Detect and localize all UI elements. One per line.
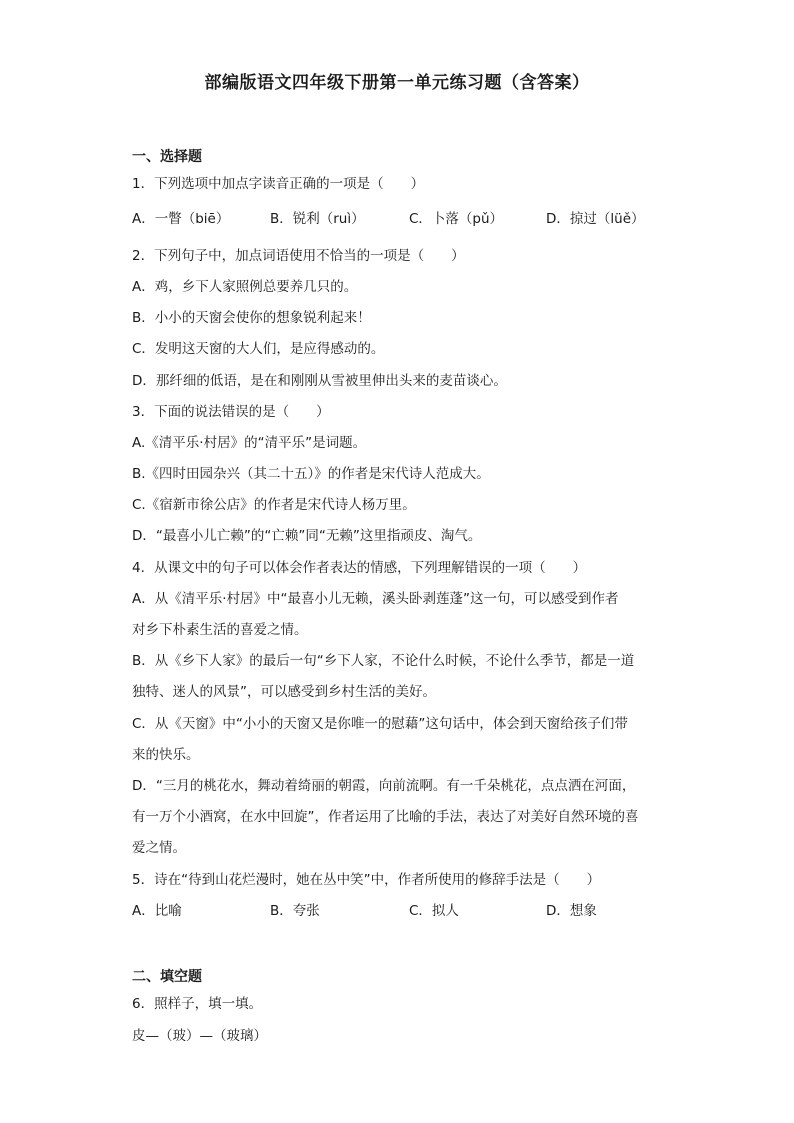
question-3-option-a: A.《清平乐·村居》的“清平乐”是词题。 bbox=[132, 435, 367, 451]
question-1-option-d: D．掠过（lüě） bbox=[546, 211, 645, 227]
question-5-option-c: C．拟人 bbox=[409, 903, 459, 919]
question-4-option-b-line2: 独特、迷人的风景”，可以感受到乡村生活的美好。 bbox=[132, 684, 436, 700]
question-2-stem: 2．下列句子中，加点词语使用不恰当的一项是（ ） bbox=[132, 248, 465, 264]
question-4-option-d-line3: 爱之情。 bbox=[132, 840, 186, 856]
question-3-option-c: C.《宿新市徐公店》的作者是宋代诗人杨万里。 bbox=[132, 497, 416, 513]
question-2-option-a: A．鸡，乡下人家照例总要养几只的。 bbox=[132, 279, 358, 295]
question-5-option-b: B．夸张 bbox=[270, 903, 320, 919]
question-5-option-d: D．想象 bbox=[546, 903, 597, 919]
question-3-option-d: D．“最喜小儿亡赖”的“亡赖”同“无赖”这里指顽皮、淘气。 bbox=[132, 528, 482, 544]
question-4-option-c-line2: 来的快乐。 bbox=[132, 747, 200, 763]
question-4-option-d-line1: D．“三月的桃花水，舞动着绮丽的朝霞，向前流啊。有一千朵桃花，点点洒在河面， bbox=[132, 778, 636, 794]
question-1-option-a: A．一瞥（biē） bbox=[132, 211, 230, 227]
question-3-stem: 3．下面的说法错误的是（ ） bbox=[132, 404, 330, 420]
question-5-stem: 5．诗在“待到山花烂漫时，她在丛中笑”中，作者所使用的修辞手法是（ ） bbox=[132, 872, 601, 888]
question-4-option-a-line1: A．从《清平乐·村居》中“最喜小儿无赖，溪头卧剥莲蓬”这一句，可以感受到作者 bbox=[132, 591, 619, 607]
question-5-option-a: A．比喻 bbox=[132, 903, 182, 919]
section-heading-fill-in: 二、填空题 bbox=[132, 969, 202, 985]
question-2-option-c: C．发明这天窗的大人们，是应得感动的。 bbox=[132, 341, 385, 357]
question-1-option-b: B．锐利（ruì） bbox=[270, 211, 365, 227]
question-4-option-c-line1: C．从《天窗》中“小小的天窗又是你唯一的慰藉”这句话中，体会到天窗给孩子们带 bbox=[132, 716, 628, 732]
question-2-option-b: B．小小的天窗会使你的想象锐利起来！ bbox=[132, 310, 371, 326]
question-1-option-c: C．卜落（pǔ） bbox=[409, 211, 504, 227]
section-heading-choice: 一、选择题 bbox=[132, 149, 202, 165]
question-3-option-b: B.《四时田园杂兴（其二十五）》的作者是宋代诗人范成大。 bbox=[132, 466, 490, 482]
question-4-option-b-line1: B．从《乡下人家》的最后一句“乡下人家，不论什么时候，不论什么季节，都是一道 bbox=[132, 653, 635, 669]
question-6-example: 皮—（玻）—（玻璃） bbox=[132, 1028, 267, 1044]
question-2-option-d: D．那纤细的低语，是在和刚刚从雪被里伸出头来的麦苗谈心。 bbox=[132, 373, 507, 389]
question-4-stem: 4．从课文中的句子可以体会作者表达的情感，下列理解错误的一项（ ） bbox=[132, 560, 587, 576]
question-1-stem: 1．下列选项中加点字读音正确的一项是（ ） bbox=[132, 176, 425, 192]
page-title: 部编版语文四年级下册第一单元练习题（含答案） bbox=[204, 73, 590, 93]
question-4-option-a-line2: 对乡下朴素生活的喜爱之情。 bbox=[132, 622, 308, 638]
question-6-stem: 6．照样子，填一填。 bbox=[132, 996, 263, 1012]
question-4-option-d-line2: 有一万个小酒窝，在水中回旋”，作者运用了比喻的手法，表达了对美好自然环境的喜 bbox=[132, 809, 639, 825]
